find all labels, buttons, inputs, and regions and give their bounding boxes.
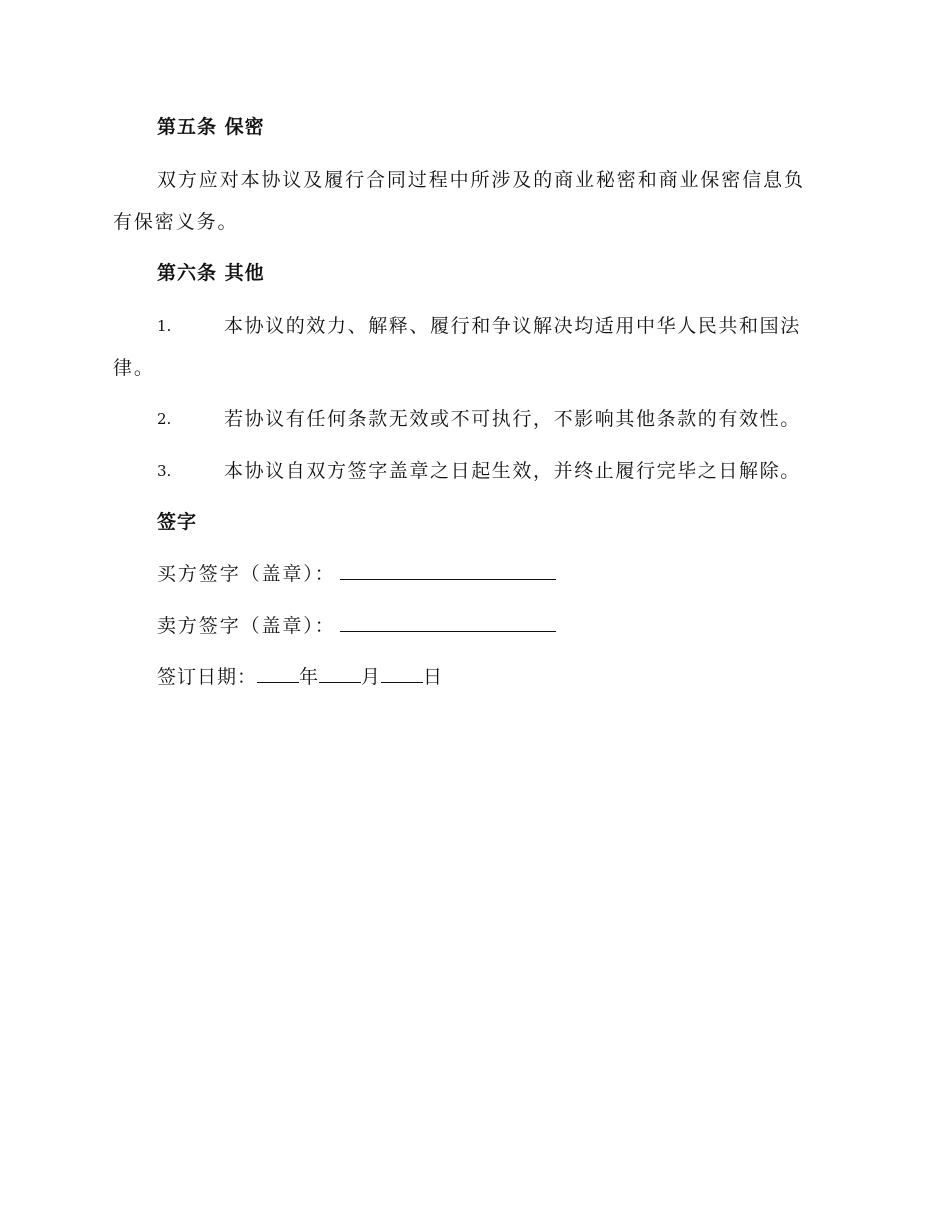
item-number-2: 2. bbox=[157, 410, 172, 428]
item-3-line1: 本协议自双方签字盖章之日起生效，并终止履行完毕之日解除。 bbox=[224, 460, 801, 482]
year-blank bbox=[257, 664, 299, 683]
year-label: 年 bbox=[299, 666, 320, 688]
item-1-line1: 本协议的效力、解释、履行和争议解决均适用中华人民共和国法 bbox=[224, 315, 801, 337]
date-label: 签订日期： bbox=[157, 666, 258, 688]
buyer-signature-row bbox=[157, 561, 556, 587]
month-label: 月 bbox=[361, 666, 382, 688]
day-label: 日 bbox=[423, 666, 444, 688]
signature-heading: 签字 bbox=[157, 511, 198, 533]
day-blank bbox=[381, 664, 423, 683]
seller-signature-label: 卖方签字（盖章）： bbox=[157, 615, 336, 637]
section5-heading: 第五条 保密 bbox=[157, 116, 265, 138]
seller-signature-blank bbox=[340, 613, 556, 632]
item-number-3: 3. bbox=[157, 462, 172, 480]
section6-heading: 第六条 其他 bbox=[157, 262, 265, 284]
item-2-line1: 若协议有任何条款无效或不可执行，不影响其他条款的有效性。 bbox=[224, 408, 801, 430]
month-blank bbox=[319, 664, 361, 683]
buyer-signature-blank bbox=[340, 561, 556, 580]
date-row bbox=[157, 664, 443, 690]
item-number-1: 1. bbox=[157, 317, 172, 335]
section5-paragraph-line2: 有保密义务。 bbox=[113, 211, 239, 233]
section5-paragraph-line1: 双方应对本协议及履行合同过程中所涉及的商业秘密和商业保密信息负 bbox=[157, 169, 805, 191]
seller-signature-row bbox=[157, 613, 556, 639]
item-1-line2: 律。 bbox=[113, 357, 155, 379]
buyer-signature-label: 买方签字（盖章）： bbox=[157, 563, 336, 585]
